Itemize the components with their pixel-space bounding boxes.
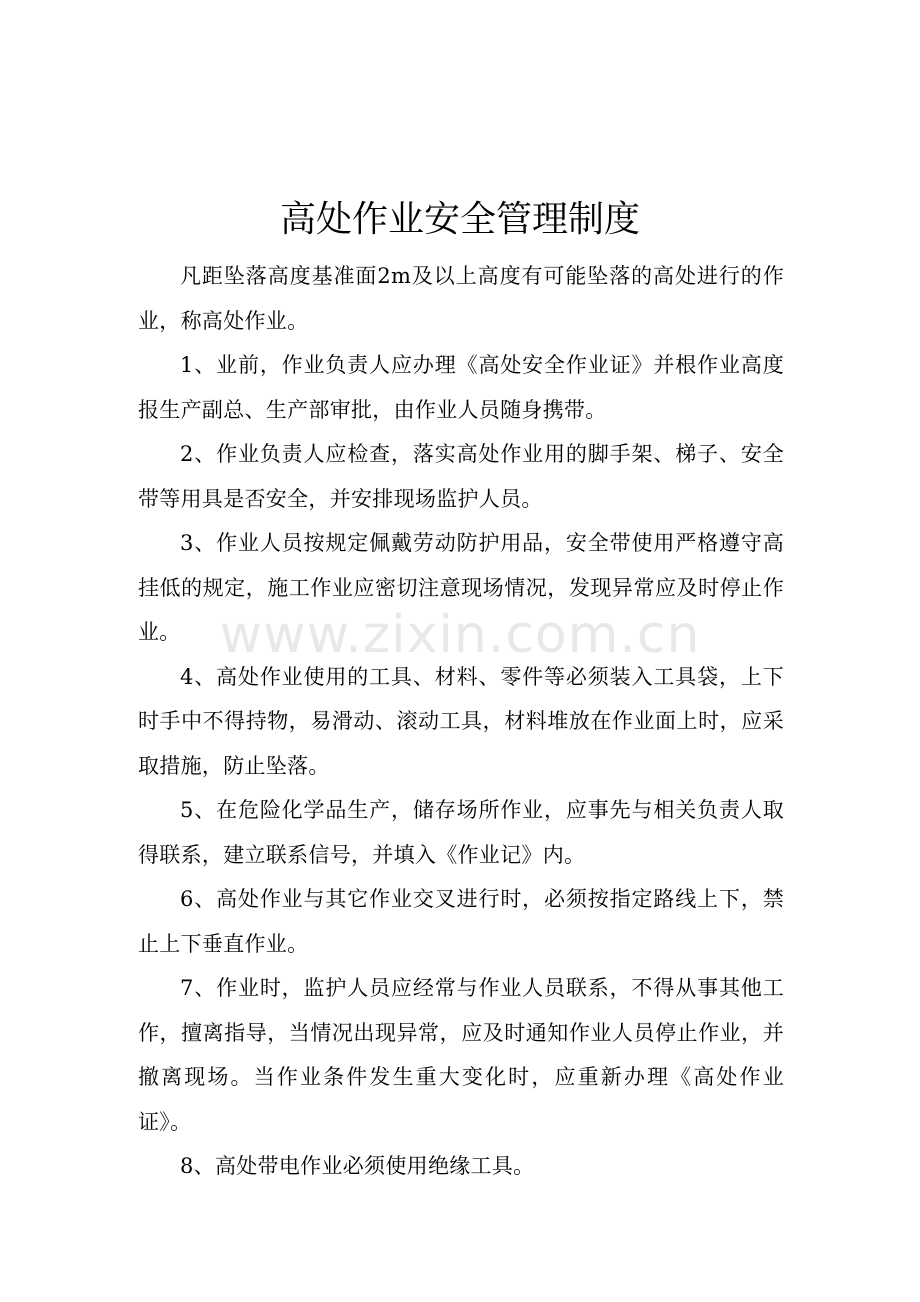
paragraph-item-3: 3、作业人员按规定佩戴劳动防护用品，安全带使用严格遵守高挂低的规定，施工作业应密切注意现场情况，发现异常应及时停止作业。 — [138, 531, 784, 644]
paragraph-item-6: 6、高处作业与其它作业交叉进行时，必须按指定路线上下，禁止上下垂直作业。 — [138, 887, 784, 956]
document-body — [138, 254, 784, 1189]
paragraph-item-2: 2、作业负责人应检查，落实高处作业用的脚手架、梯子、安全带等用具是否安全，并安排现场监护人员。 — [138, 442, 784, 511]
document-title: 高处作业安全管理制度 — [279, 199, 640, 240]
watermark: www.zixin.com.cn — [219, 605, 701, 665]
paragraph-intro: 凡距坠落高度基准面2m及以上高度有可能坠落的高处进行的作业，称高处作业。 — [138, 264, 784, 333]
paragraph-item-8: 8、高处带电作业必须使用绝缘工具。 — [180, 1154, 535, 1178]
paragraph-item-1: 1、业前，作业负责人应办理《高处安全作业证》并根作业高度报生产副总、生产部审批，由作业人员随身携带。 — [138, 353, 784, 422]
paragraph-item-7: 7、作业时，监护人员应经常与作业人员联系，不得从事其他工作，擅离指导，当情况出现异常，应及时通知作业人员停止作业，并撤离现场。当作业条件发生重大变化时，应重新办理《高处作业证》。 — [138, 976, 784, 1134]
paragraph-item-5: 5、在危险化学品生产，储存场所作业，应事先与相关负责人取得联系，建立联系信号，并填入《作业记》内。 — [138, 798, 784, 867]
paragraph-item-4: 4、高处作业使用的工具、材料、零件等必须装入工具袋，上下时手中不得持物，易滑动、滚动工具，材料堆放在作业面上时，应采取措施，防止坠落。 — [138, 664, 784, 778]
